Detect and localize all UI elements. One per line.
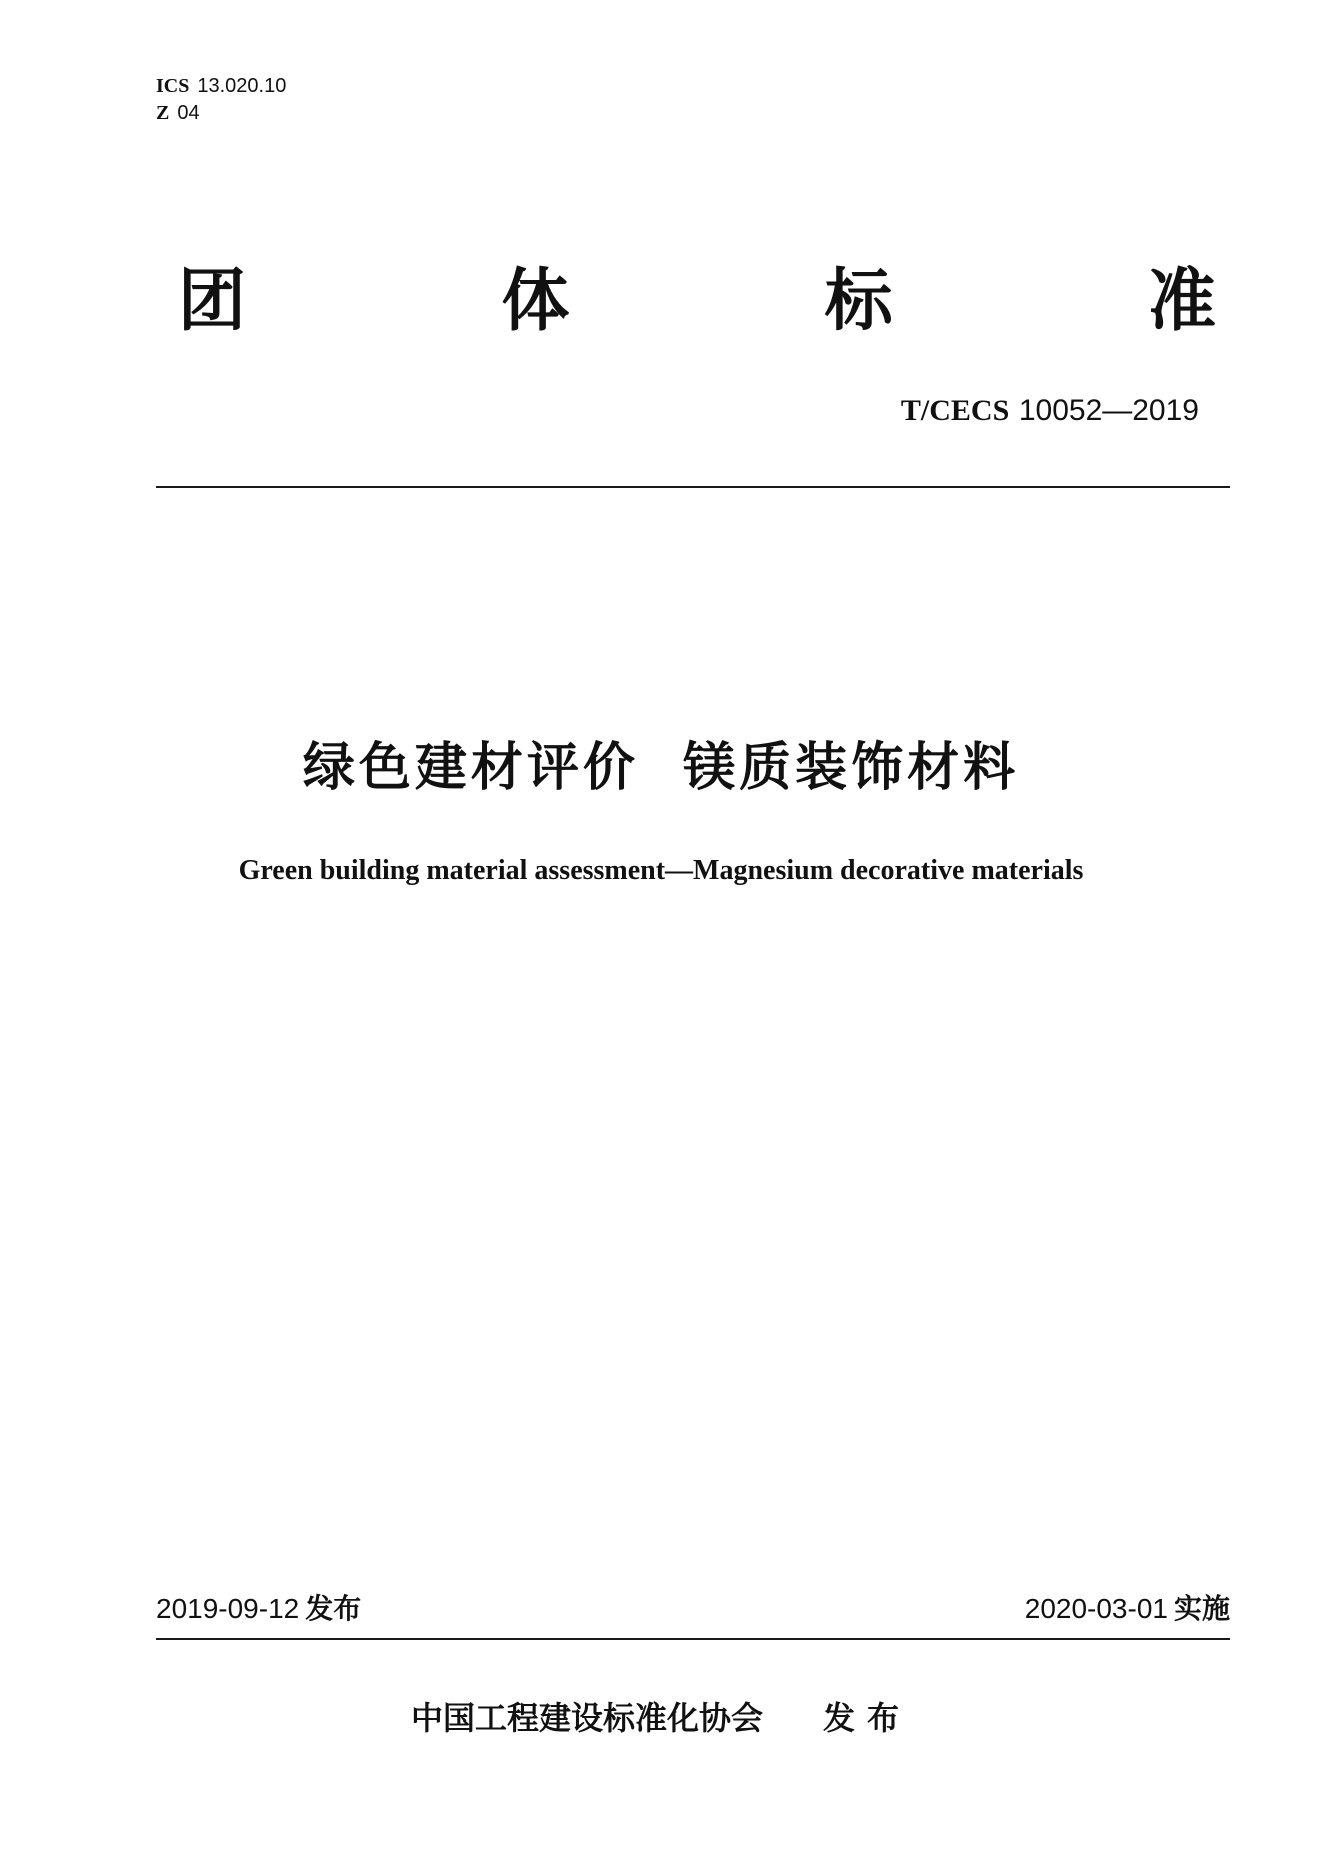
standard-number-value: 10052—2019 xyxy=(1018,394,1199,427)
title-chinese: 绿色建材评价 镁质装饰材料 xyxy=(302,738,1020,798)
bottom-divider xyxy=(156,1638,1230,1640)
ccs-code: 04 xyxy=(177,102,200,124)
publisher-name: 中国工程建设标准化协会 xyxy=(410,1699,763,1737)
implementation-date-value: 2020-03-01 xyxy=(1024,1593,1168,1624)
publisher xyxy=(0,1698,1322,1738)
top-divider xyxy=(156,486,1230,488)
ics-code: 13.020.10 xyxy=(197,75,287,97)
category-char-4: 准 xyxy=(1147,262,1216,341)
standard-number-prefix: T/CECS xyxy=(900,394,1010,427)
ccs-line xyxy=(156,99,286,126)
issue-date-word: 发布 xyxy=(305,1592,362,1625)
title-english: Green building material assessment—Magnesium decorative materials xyxy=(238,855,1084,886)
publisher-action: 发布 xyxy=(823,1699,912,1737)
classification-codes xyxy=(156,72,286,126)
ccs-label: Z xyxy=(156,102,170,124)
standard-number xyxy=(901,393,1199,429)
issue-date-value: 2019-09-12 xyxy=(156,1593,300,1624)
ics-line xyxy=(156,72,286,99)
category-char-3: 标 xyxy=(824,262,893,341)
standard-category xyxy=(178,262,1216,342)
category-char-2: 体 xyxy=(501,262,570,341)
implementation-date-word: 实施 xyxy=(1173,1592,1230,1625)
implementation-date xyxy=(1025,1592,1230,1626)
category-char-1: 团 xyxy=(178,262,247,341)
ics-label: ICS xyxy=(156,75,190,97)
issue-date xyxy=(156,1592,361,1626)
